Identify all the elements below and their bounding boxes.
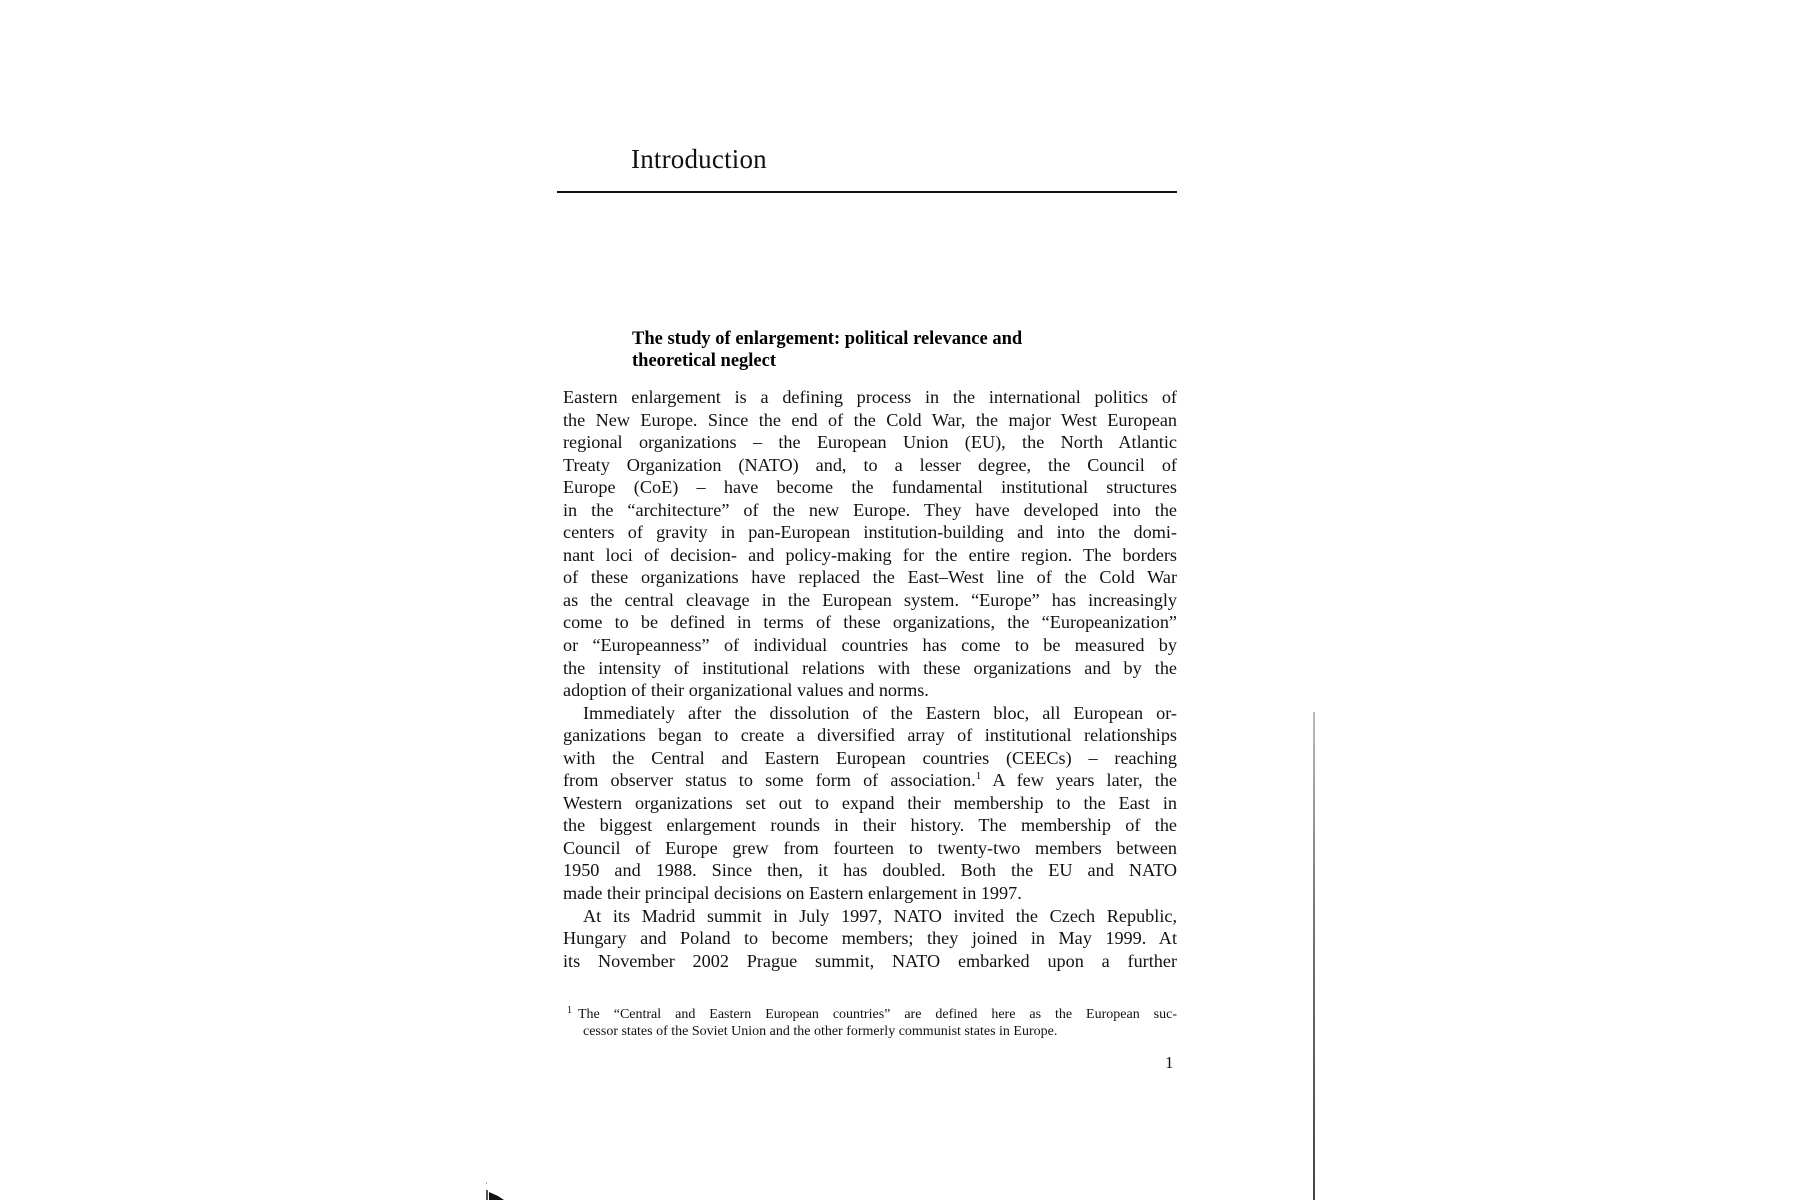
- text-segment: from observer status to some form of association.: [563, 770, 976, 791]
- page-number: 1: [1165, 1053, 1174, 1072]
- text-line: Treaty Organization (NATO) and, to a lesser degree, the Council of: [563, 454, 1177, 475]
- text-line: Immediately after the dissolution of the Eastern bloc, all European or-: [583, 702, 1177, 723]
- paragraph: [563, 386, 1177, 702]
- text-line: or “Europeanness” of individual countries has come to be measured by: [563, 635, 1177, 656]
- text-line: with the Central and Eastern European countries (CEECs) – reaching: [563, 747, 1177, 768]
- text-line: of these organizations have replaced the East–West line of the Cold War: [563, 567, 1177, 588]
- text-line: [563, 769, 1177, 792]
- text-line: regional organizations – the European Union (EU), the North Atlantic: [563, 432, 1177, 453]
- text-line: the intensity of institutional relations with these organizations and by the: [563, 657, 1177, 678]
- text-line: Western organizations set out to expand their membership to the East in: [563, 792, 1177, 813]
- text-line: At its Madrid summit in July 1997, NATO invited the Czech Republic,: [583, 905, 1177, 926]
- text-line: in the “architecture” of the new Europe. They have developed into the: [563, 499, 1177, 520]
- scan-edge-line: [1313, 712, 1315, 1200]
- footnote-text: The “Central and Eastern European countries” are defined here as the European suc-: [578, 1007, 1177, 1022]
- footnote-reference[interactable]: 1: [975, 770, 982, 783]
- body-text: [563, 386, 1177, 972]
- text-line: 1950 and 1988. Since then, it has doubled. Both the EU and NATO: [563, 860, 1177, 881]
- chapter-title: Introduction: [631, 144, 767, 174]
- section-heading-line: The study of enlargement: political relevance and: [632, 329, 1023, 349]
- text-line: Eastern enlargement is a defining process in the international politics of: [563, 387, 1177, 407]
- title-rule: [557, 191, 1177, 193]
- text-line: made their principal decisions on Eastern enlargement in 1997.: [563, 883, 1022, 904]
- text-line: the biggest enlargement rounds in their history. The membership of the: [563, 815, 1177, 836]
- text-line: the New Europe. Since the end of the Cold War, the major West European: [563, 409, 1177, 430]
- text-line: adoption of their organizational values and norms.: [563, 680, 929, 701]
- section-heading-line: theoretical neglect: [632, 351, 776, 371]
- paragraph: [563, 905, 1177, 973]
- paragraph: [563, 702, 1177, 905]
- text-line: come to be defined in terms of these organizations, the “Europeanization”: [563, 612, 1177, 633]
- text-segment: A few years later, the: [981, 770, 1177, 791]
- text-line: Council of Europe grew from fourteen to twenty-two members between: [563, 837, 1177, 858]
- section-heading: [632, 328, 1152, 372]
- footnote-line: [567, 1006, 1177, 1023]
- text-line: Hungary and Poland to become members; they joined in May 1999. At: [563, 928, 1177, 949]
- text-line: as the central cleavage in the European system. “Europe” has increasingly: [563, 589, 1177, 610]
- scan-artifact-mark: [486, 1180, 504, 1200]
- text-line: centers of gravity in pan-European institution-building and into the domi-: [563, 522, 1177, 543]
- footnote-line: cessor states of the Soviet Union and the other formerly communist states in Europe.: [583, 1024, 1058, 1039]
- text-line: nant loci of decision- and policy-making for the entire region. The borders: [563, 544, 1177, 565]
- footnote: [567, 1006, 1177, 1040]
- footnote-number: 1: [567, 1005, 572, 1016]
- text-line: Europe (CoE) – have become the fundamental institutional structures: [563, 477, 1177, 498]
- text-line: ganizations began to create a diversified array of institutional relationships: [563, 725, 1177, 746]
- text-line: its November 2002 Prague summit, NATO embarked upon a further: [563, 950, 1177, 971]
